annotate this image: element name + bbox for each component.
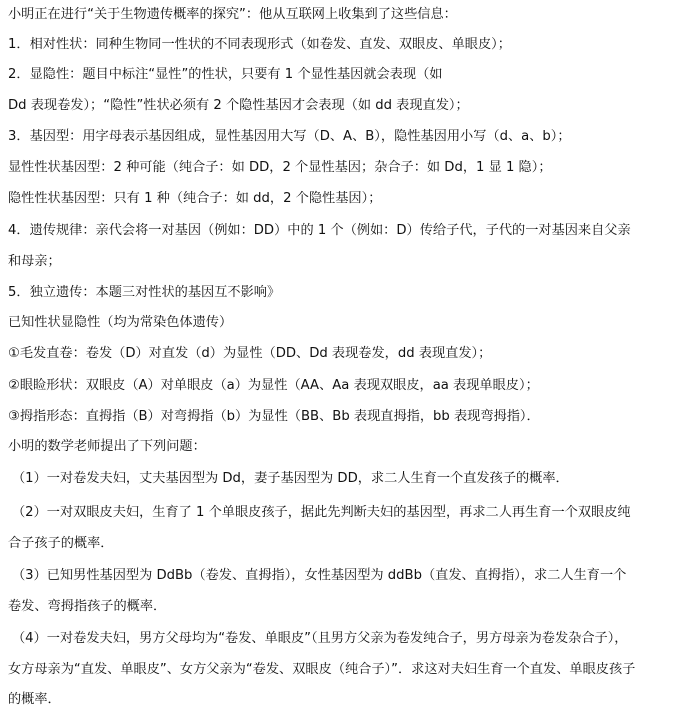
questions-heading: 小明的数学老师提出了下列问题：: [8, 439, 206, 454]
info-item-2: 2．显隐性：题目中标注“显性”的性状，只要有 1 个显性基因就会表现（如: [8, 67, 443, 82]
question-1: （1）一对卷发夫妇，丈夫基因型为 Dd，妻子基因型为 DD，求二人生育一个直发孩子的概率．: [12, 471, 569, 486]
info-item-5: 5．独立遗传：本题三对性状的基因互不影响》: [8, 285, 281, 300]
dominant-genotype-line: 显性性状基因型：2 种可能（纯合子：如 DD，2 个显性基因；杂合子：如 Dd，1 显 1 隐）；: [8, 160, 552, 175]
question-2: （2）一对双眼皮夫妇，生育了 1 个单眼皮孩子，据此先判断夫妇的基因型，再求二人再生育一个双眼皮纯: [12, 505, 631, 520]
question-4-cont: 女方母亲为“直发、单眼皮”、女方父亲为“卷发、双眼皮（纯合子）”．求这对夫妇生育一个直发、单眼皮孩子: [8, 662, 636, 677]
trait-thumb: ③拇指形态：直拇指（B）对弯拇指（b）为显性（BB、Bb 表现直拇指，bb 表现弯拇指）．: [8, 409, 540, 424]
intro-line: 小明正在进行“关于生物遗传概率的探究”：他从互联网上收集到了这些信息：: [8, 7, 457, 22]
question-3: （3）已知男性基因型为 DdBb（卷发、直拇指），女性基因型为 ddBb（直发、直拇指），求二人生育一个: [12, 568, 627, 583]
info-item-4-cont: 和母亲；: [8, 254, 61, 269]
question-4: （4）一对卷发夫妇，男方父母均为“卷发、单眼皮”（且男方父亲为卷发纯合子，男方母亲为卷发杂合子），: [12, 631, 628, 646]
recessive-genotype-line: 隐性性状基因型：只有 1 种（纯合子：如 dd，2 个隐性基因）；: [8, 191, 382, 206]
question-4-end: 的概率．: [8, 692, 61, 707]
trait-eyelid: ②眼睑形状：双眼皮（A）对单眼皮（a）为显性（AA、Aa 表现双眼皮，aa 表现单眼皮）；: [8, 378, 539, 393]
known-traits-heading: 已知性状显隐性（均为常染色体遗传）: [8, 315, 233, 330]
info-item-3: 3．基因型：用字母表示基因组成，显性基因用大写（D、A、B），隐性基因用小写（d、a、b）；: [8, 129, 571, 144]
info-item-4: 4．遗传规律：亲代会将一对基因（例如：DD）中的 1 个（例如：D）传给子代，子代的一对基因来自父亲: [8, 223, 631, 238]
question-3-cont: 卷发、弯拇指孩子的概率．: [8, 599, 167, 614]
info-item-2-cont: Dd 表现卷发）；“隐性”性状必须有 2 个隐性基因才会表现（如 dd 表现直发）；: [8, 98, 469, 113]
trait-hair: ①毛发直卷：卷发（D）对直发（d）为显性（DD、Dd 表现卷发，dd 表现直发）；: [8, 346, 492, 361]
info-item-1: 1．相对性状：同种生物同一性状的不同表现形式（如卷发、直发、双眼皮、单眼皮）；: [8, 37, 511, 52]
question-2-cont: 合子孩子的概率．: [8, 536, 114, 551]
